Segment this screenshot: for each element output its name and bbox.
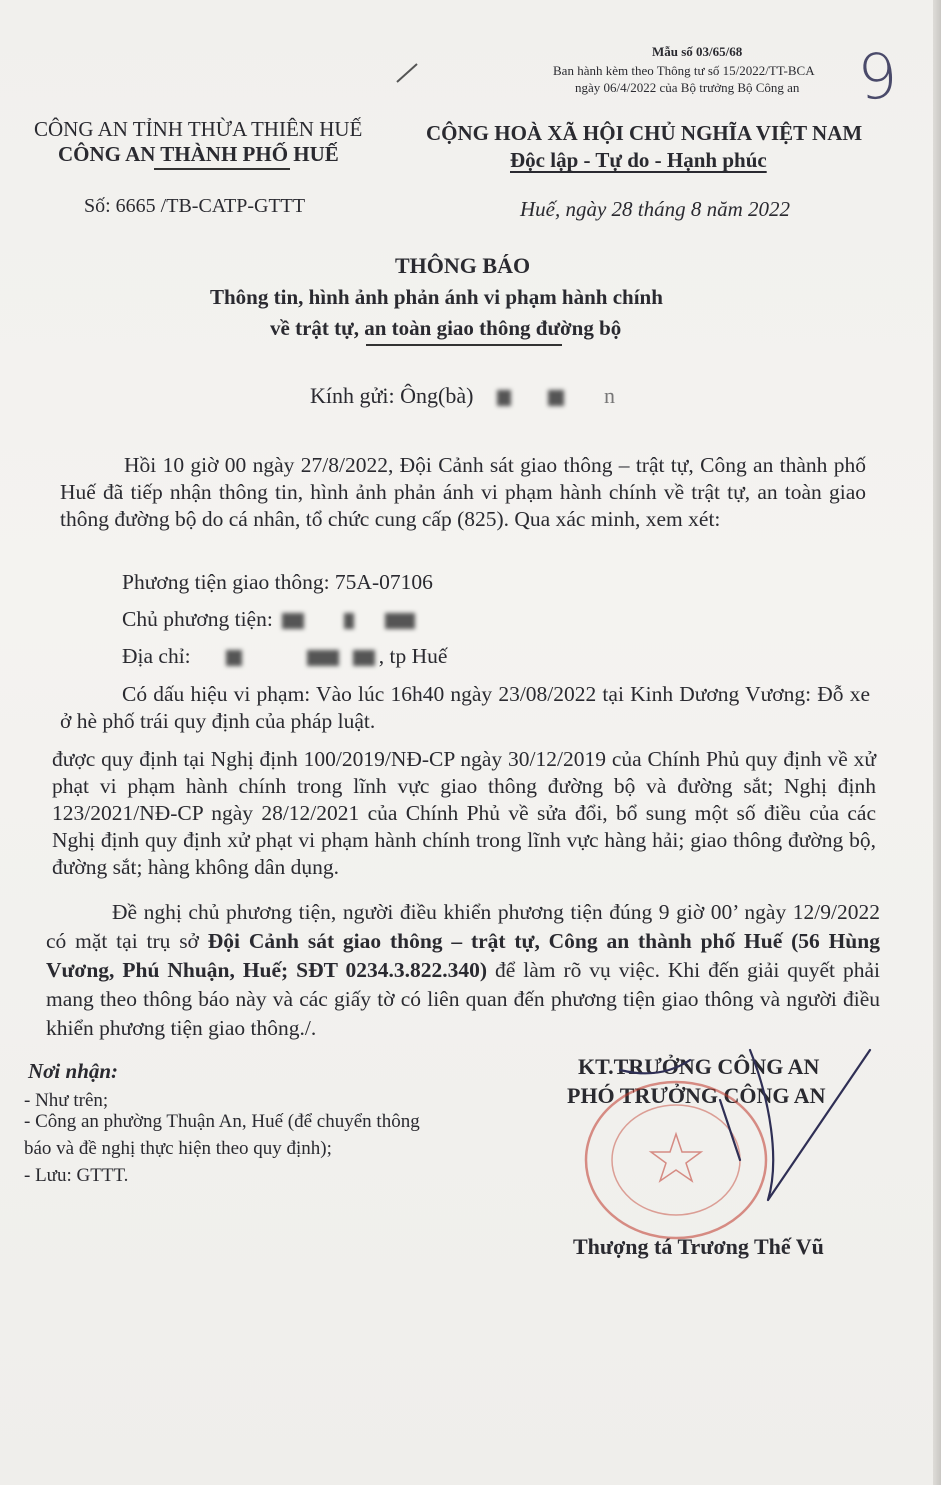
recipients-item: báo và đề nghị thực hiện theo quy định);: [24, 1138, 332, 1159]
request-text-b: để làm rõ vụ việc. Khi đến giải quyết phải mang theo thông báo này và các giấy tờ có liên quan đến phương tiện giao thông và người điều khiển phương tiện giao thông./.: [46, 958, 880, 1040]
form-code: Mẫu số 03/65/68: [652, 44, 743, 59]
org-underline: [154, 168, 290, 170]
place-date: Huế, ngày 28 tháng 8 năm 2022: [520, 197, 791, 221]
redacted-owner: [385, 613, 415, 629]
redacted-name: [548, 390, 564, 406]
title-underline: [366, 344, 562, 346]
redacted-address: [226, 650, 242, 666]
recipients-item: - Như trên;: [24, 1090, 109, 1111]
signer-name: Thượng tá Trương Thế Vũ: [573, 1234, 824, 1259]
vehicle-plate: Phương tiện giao thông: 75A-07106: [122, 570, 433, 594]
document-subtitle-line2: về trật tự, an toàn giao thông đường bộ: [270, 316, 622, 340]
body-paragraph-intro: Hồi 10 giờ 00 ngày 27/8/2022, Đội Cảnh sát giao thông – trật tự, Công an thành phố Huế đã tiếp nhận thông tin, hình ảnh phản ánh vi phạm hành chính về trật tự, an toàn giao thông đường bộ do cá nhân, tổ chức cung cấp (825). Qua xác minh, xem xét:: [60, 453, 866, 531]
pen-mark: [395, 62, 419, 84]
page-edge-shadow: [933, 0, 941, 1485]
salutation-tail: n: [603, 383, 615, 408]
org-name: CÔNG AN THÀNH PHỐ HUẾ: [58, 142, 339, 166]
redacted-address: [307, 650, 339, 666]
owner-label: Chủ phương tiện:: [122, 607, 273, 631]
document-title: THÔNG BÁO: [395, 253, 531, 278]
country-name: CỘNG HOÀ XÃ HỘI CHỦ NGHĨA VIỆT NAM: [426, 121, 863, 145]
redacted-owner: [344, 613, 354, 629]
redacted-address: [353, 650, 375, 666]
recipients-heading: Nơi nhận:: [28, 1059, 119, 1083]
request-text-a: Đề nghị chủ phương tiện, người điều khiển phương tiện đúng 9 giờ 00’ ngày 12/9/2022 có mặt tại trụ sở: [46, 900, 880, 953]
salutation-label: Kính gửi: Ông(bà): [310, 383, 474, 408]
body-legal-basis: được quy định tại Nghị định 100/2019/NĐ-CP ngày 30/12/2019 của Chính Phủ quy định về xử phạt vi phạm hành chính trong lĩnh vực giao thông đường bộ và đường sắt; Nghị định 123/2021/NĐ-CP ngày 28/12/2021 của Chính Phủ về sửa đổi, bổ sung một số điều của các Nghị định quy định xử phạt vi phạm hành chính trong lĩnh vực hàng hải; giao thông đường bộ, đường sắt; hàng không dân dụng.: [52, 747, 876, 879]
recipients-item: - Lưu: GTTT.: [24, 1165, 129, 1186]
national-motto: Độc lập - Tự do - Hạnh phúc: [510, 148, 767, 172]
redacted-owner: [282, 613, 304, 629]
address-label: Địa chỉ:: [122, 644, 191, 668]
org-parent: CÔNG AN TỈNH THỪA THIÊN HUẾ: [34, 117, 363, 141]
signature-authority: KT.TRƯỞNG CÔNG AN: [578, 1054, 820, 1079]
signature-title: PHÓ TRƯỞNG CÔNG AN: [567, 1083, 826, 1108]
vehicle-owner: [122, 607, 419, 632]
document-subtitle-line1: Thông tin, hình ảnh phản ánh vi phạm hành chính: [210, 285, 663, 309]
handwritten-signature: [600, 1040, 890, 1220]
form-issued-line1: Ban hành kèm theo Thông tư số 15/2022/TT-BCA: [553, 63, 815, 78]
request-office: Đội Cảnh sát giao thông – trật tự, Công an thành phố Huế (56 Hùng Vương, Phú Nhuận, Huế; SĐT 0234.3.822.340): [46, 929, 880, 982]
body-request: [46, 898, 880, 1043]
recipients-item: - Công an phường Thuận An, Huế (để chuyển thông: [24, 1111, 420, 1132]
address-tail: , tp Huế: [378, 644, 448, 668]
salutation: [310, 383, 615, 409]
owner-address: [122, 644, 447, 669]
handwritten-page-number: 9: [855, 38, 900, 115]
form-issued-line2: ngày 06/4/2022 của Bộ trưởng Bộ Công an: [575, 80, 800, 95]
redacted-name: [497, 390, 511, 406]
document-number: Số: 6665 /TB-CATP-GTTT: [84, 195, 306, 217]
body-violation: Có dấu hiệu vi phạm: Vào lúc 16h40 ngày 23/08/2022 tại Kinh Dương Vương: Đỗ xe ở hè phố trái quy định của pháp luật.: [60, 682, 870, 733]
